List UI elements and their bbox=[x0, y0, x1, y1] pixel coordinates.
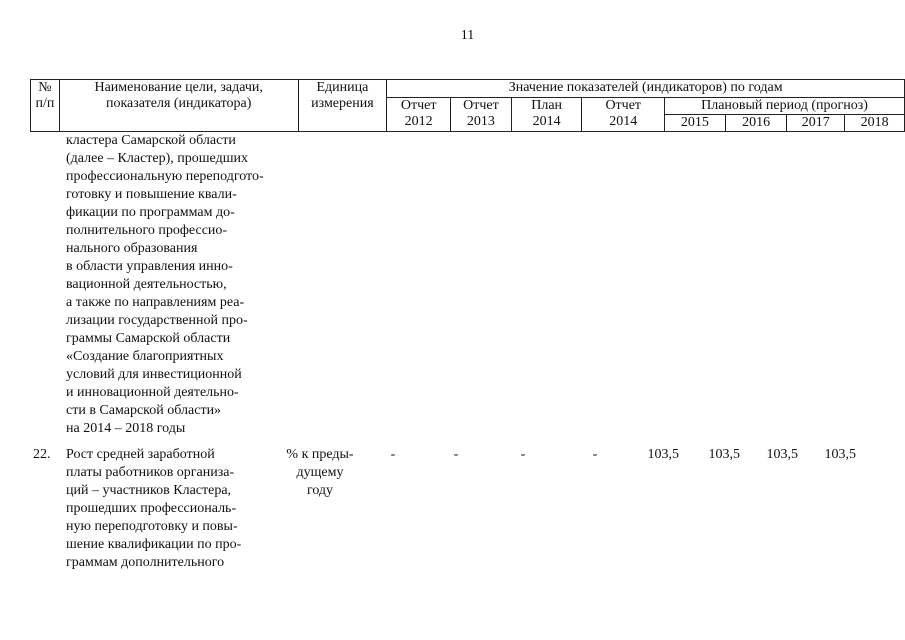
row-22-value-2016: 103,5 bbox=[708, 447, 740, 462]
row-22-value-2012: - bbox=[390, 447, 396, 462]
row-22-indicator-name: Рост средней заработной платы работников организа- ций – участников Кластера, прошедших профессиональ- ную переподготовку и повы- шение квалификации по про- граммам дополнительного bbox=[66, 447, 242, 570]
col-2017: 2017 bbox=[787, 115, 845, 132]
col-num-header: № п/п bbox=[31, 80, 60, 132]
col-unit-header: Единица измерения bbox=[298, 80, 387, 132]
col-2018: 2018 bbox=[845, 115, 905, 132]
row-22-value-2014-report: - bbox=[592, 447, 598, 462]
col-2015: 2015 bbox=[665, 115, 726, 132]
continued-indicator-text: кластера Самарской области (далее – Кластер), прошедших профессиональную переподгото- готовку и повышение квали- фикации по программам до- полнительного профессио- нального образования в области управления инно- вационной деятельностью, а также по направлениям реа- лизации государственной про- граммы Самарской области «Создание благоприятных условий для инвестиционной и инновационной деятельно- сти в Самарской области» на 2014 – 2018 годы bbox=[66, 133, 264, 436]
row-22-value-2014-plan: - bbox=[520, 447, 526, 462]
row-22-value-2015: 103,5 bbox=[647, 447, 679, 462]
col-2013-report: Отчет 2013 bbox=[451, 98, 512, 132]
col-name-header: Наименование цели, задачи, показателя (индикатора) bbox=[59, 80, 298, 132]
indicator-table-header bbox=[30, 79, 905, 132]
row-22-value-2013: - bbox=[453, 447, 459, 462]
row-22-number: 22. bbox=[33, 447, 51, 462]
col-2014-report: Отчет 2014 bbox=[582, 98, 665, 132]
col-2012-report: Отчет 2012 bbox=[387, 98, 451, 132]
planned-period-header: Плановый период (прогноз) bbox=[665, 98, 905, 115]
row-22-value-2018: 103,5 bbox=[824, 447, 856, 462]
col-2016: 2016 bbox=[725, 115, 787, 132]
row-22-unit: % к преды- дущему году bbox=[286, 447, 354, 498]
page-number: 11 bbox=[460, 28, 475, 43]
col-2014-plan: План 2014 bbox=[511, 98, 582, 132]
row-22-value-2017: 103,5 bbox=[766, 447, 798, 462]
values-by-year-header: Значение показателей (индикаторов) по годам bbox=[387, 80, 905, 98]
